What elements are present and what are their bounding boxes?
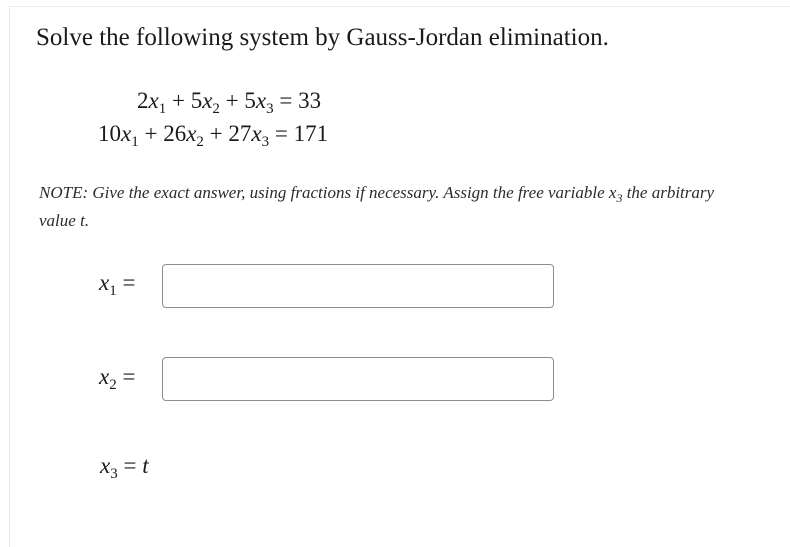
equation-1: $2x_1 + 5x_2 + 5x_3 = 33$ bbox=[137, 88, 322, 117]
x2-answer-input[interactable] bbox=[162, 357, 554, 401]
x1-answer-input[interactable] bbox=[162, 264, 554, 308]
question-prompt: Solve the following system by Gauss-Jordan elimination. bbox=[36, 24, 609, 51]
equation-2: $10x_1 + 26x_2 + 27x_3 = 171$ bbox=[98, 121, 329, 150]
x1-label: $x_1$ = bbox=[99, 270, 136, 299]
x3-value: t bbox=[142, 453, 149, 478]
instruction-note: NOTE: Give the exact answer, using fractions if necessary. Assign the free variable $x_3$ the arbitrary value t. bbox=[39, 183, 715, 230]
x3-label: $x_3 = t$ bbox=[100, 453, 149, 482]
x2-label: $x_2$ = bbox=[99, 364, 136, 393]
